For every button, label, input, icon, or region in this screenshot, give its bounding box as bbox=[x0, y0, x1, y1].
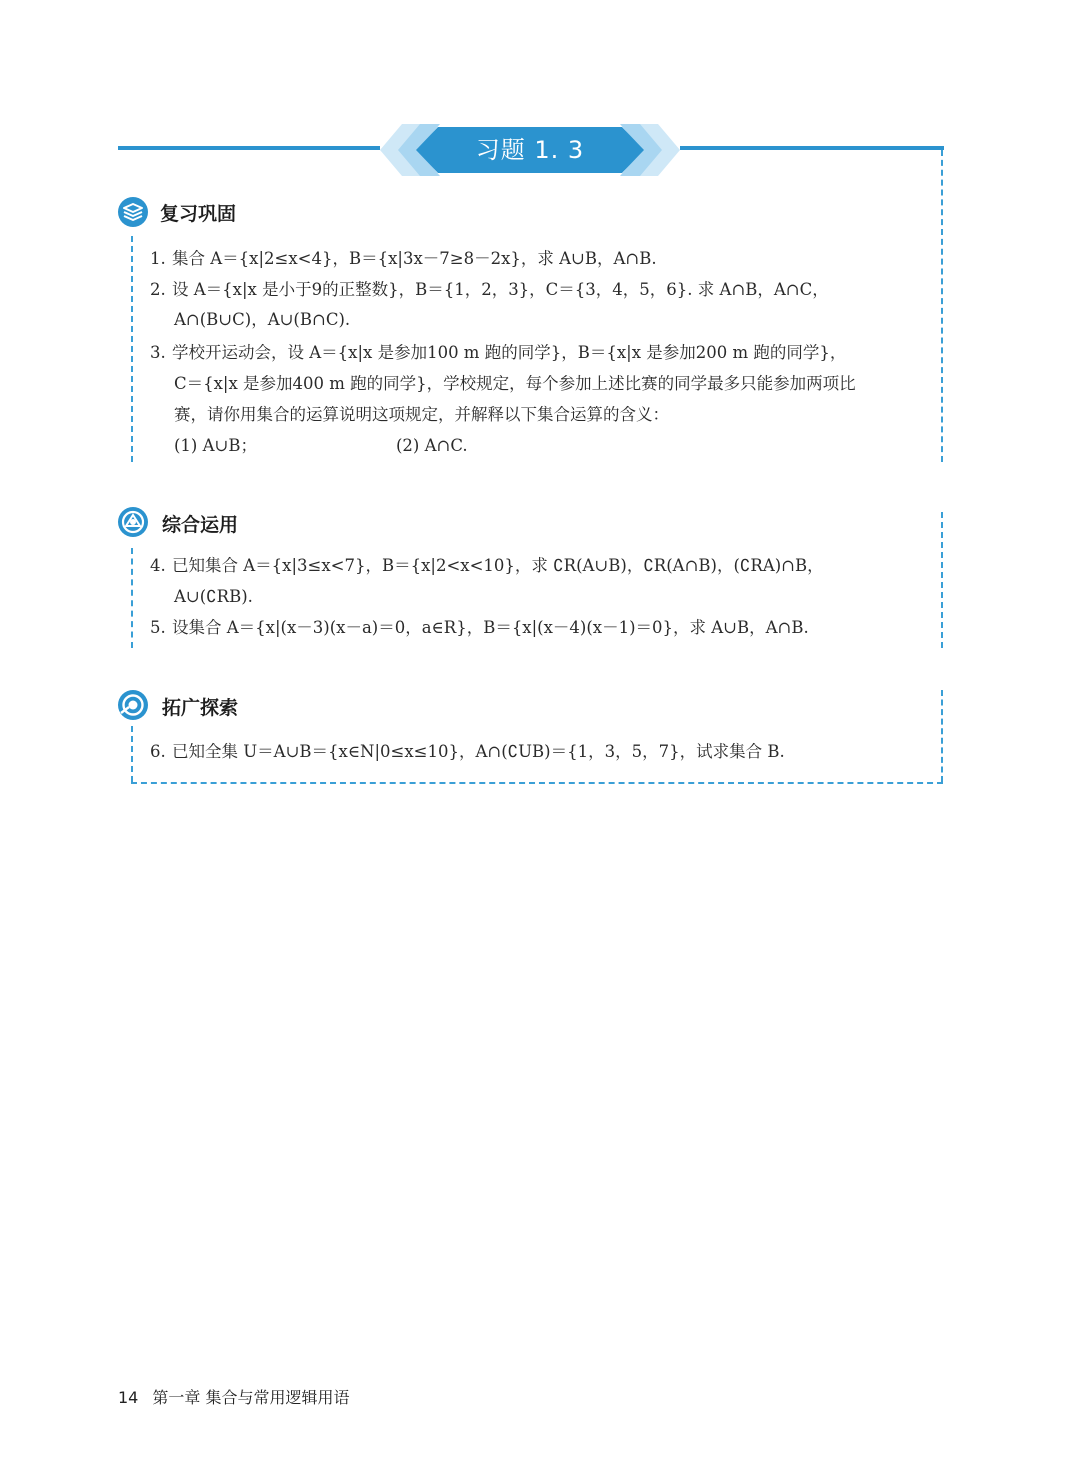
exercise-text: 设集合 A＝{x|(x－3)(x－a)＝0，a∈R}，B＝{x|(x－4)(x－1)＝0}，求 A∪B，A∩B. bbox=[172, 618, 809, 637]
section-title-explore: 拓广探索 bbox=[162, 697, 239, 719]
heading-rule-left bbox=[118, 146, 380, 150]
exercise-number: 6. bbox=[150, 742, 166, 761]
explore-icon bbox=[117, 689, 149, 721]
heading-rule-right bbox=[680, 146, 944, 150]
page-footer bbox=[118, 1385, 349, 1408]
section3-frame-right bbox=[941, 690, 943, 782]
layers-icon bbox=[117, 196, 149, 228]
heading-banner bbox=[380, 124, 680, 176]
section1-frame-right bbox=[941, 150, 943, 462]
exercise-4-cont: A∪(∁RB). bbox=[174, 587, 253, 606]
exercise-3-cont: C＝{x|x 是参加400 m 跑的同学}，学校规定，每个参加上述比赛的同学最多只能参加两项比 bbox=[174, 374, 856, 393]
exercise-text: 已知集合 A＝{x|3≤x<7}，B＝{x|2<x<10}，求 ∁R(A∪B)，∁R(A∩B)，(∁RA)∩B， bbox=[172, 556, 824, 575]
exercise-number: 4. bbox=[150, 556, 166, 575]
exercise-1 bbox=[150, 244, 940, 274]
page-number: 14 bbox=[118, 1388, 139, 1407]
section2-frame-left bbox=[131, 548, 133, 648]
exercise-number: 2. bbox=[150, 280, 166, 299]
exercise-5 bbox=[150, 613, 940, 643]
exercise-6 bbox=[150, 737, 940, 767]
section1-frame-left bbox=[131, 236, 133, 462]
exercise-text: 学校开运动会，设 A＝{x|x 是参加100 m 跑的同学}，B＝{x|x 是参加200 m 跑的同学}， bbox=[172, 343, 847, 362]
exercise-text: 已知全集 U＝A∪B＝{x∈N|0≤x≤10}，A∩(∁UB)＝{1，3，5，7}，试求集合 B. bbox=[172, 742, 785, 761]
exercise-number: 5. bbox=[150, 618, 166, 637]
exercise-number: 3. bbox=[150, 343, 166, 362]
exercise-3-sub1: (1) A∪B； bbox=[174, 436, 257, 455]
exercise-4 bbox=[150, 551, 940, 581]
section3-frame-left bbox=[131, 726, 133, 782]
exercise-text: 设 A＝{x|x 是小于9的正整数}，B＝{1，2，3}，C＝{3，4，5，6}. 求 A∩B，A∩C， bbox=[172, 280, 829, 299]
exercise-2 bbox=[150, 275, 940, 305]
exercise-3-cont2: 赛，请你用集合的运算说明这项规定，并解释以下集合运算的含义： bbox=[174, 405, 669, 424]
exercise-title: 习题 1. 3 bbox=[475, 136, 585, 164]
target-icon bbox=[117, 506, 149, 538]
section-title-review: 复习巩固 bbox=[160, 203, 237, 225]
exercise-number: 1. bbox=[150, 249, 166, 268]
exercise-3-sub2: (2) A∩C. bbox=[396, 436, 468, 455]
exercise-text: 集合 A＝{x|2≤x<4}，B＝{x|3x－7≥8－2x}，求 A∪B，A∩B. bbox=[172, 249, 657, 268]
chapter-title: 第一章 集合与常用逻辑用语 bbox=[152, 1388, 350, 1407]
section3-frame-bottom bbox=[131, 782, 943, 784]
exercise-3 bbox=[150, 338, 940, 368]
section-title-application: 综合运用 bbox=[162, 514, 239, 536]
section2-frame-right bbox=[941, 512, 943, 648]
exercise-2-cont: A∩(B∪C)，A∪(B∩C). bbox=[174, 310, 351, 329]
